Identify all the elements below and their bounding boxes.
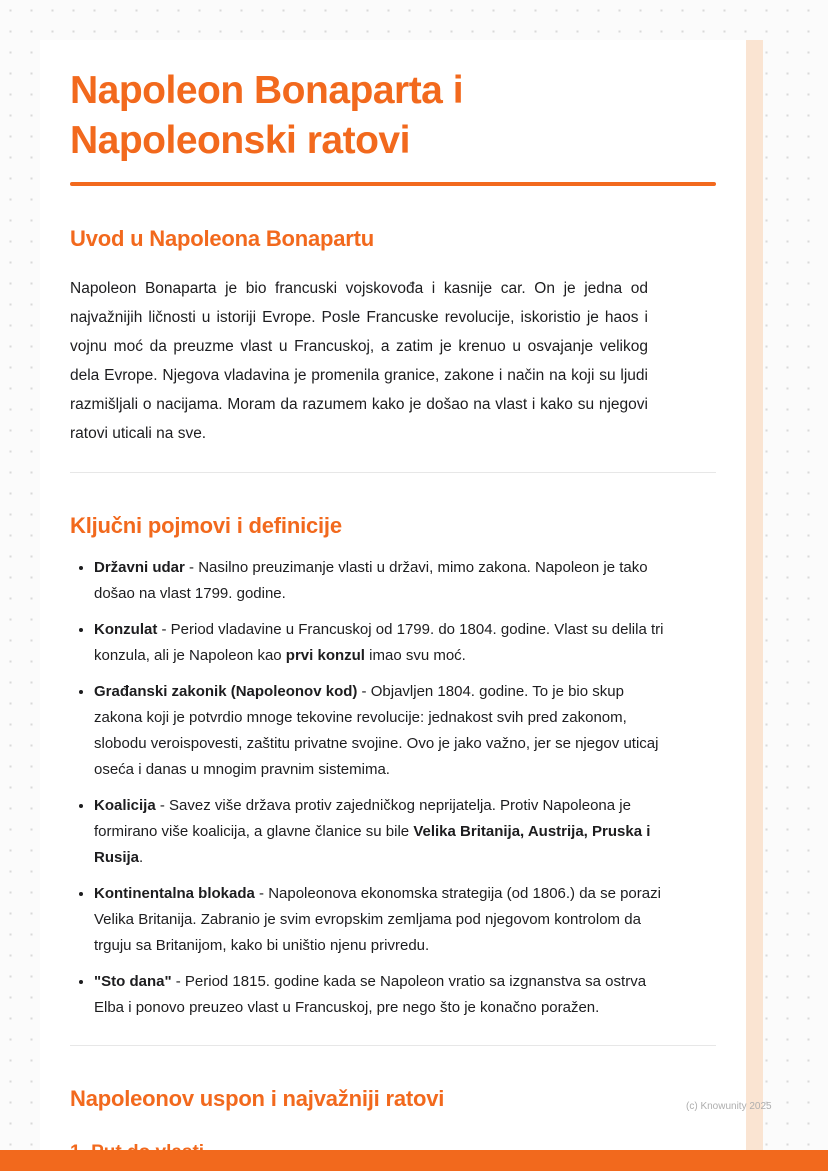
definition-item [94, 969, 670, 1021]
definition-term: Građanski zakonik (Napoleonov kod) [94, 682, 358, 700]
section-divider [70, 1045, 716, 1046]
definition-term: Koalicija [94, 796, 156, 814]
page-card [40, 40, 746, 1150]
definitions-section-heading: Ključni pojmovi i definicije [70, 512, 342, 538]
wars-section-heading: Napoleonov uspon i najvažniji ratovi [70, 1085, 445, 1111]
definition-text: imao svu moć. [364, 646, 466, 664]
definition-item [94, 881, 670, 959]
definition-text: . [139, 848, 144, 866]
bottom-bar [0, 1150, 828, 1171]
definition-term: "Sto dana" [94, 972, 172, 990]
definition-term: Državni udar [94, 558, 185, 576]
definitions-list [70, 555, 670, 1021]
definition-item [94, 679, 670, 783]
watermark: (c) Knowunity 2025 [686, 1101, 772, 1112]
definition-item [94, 617, 670, 669]
definition-term: Velika Britanija, Austrija, Pruska i Rusija [94, 822, 651, 866]
definition-term: prvi konzul [285, 646, 365, 664]
intro-paragraph: Napoleon Bonaparta je bio francuski vojskovođa i kasnije car. On je jedna od najvažnijih ličnosti u istoriji Evrope. Posle Francuske revolucije, iskoristio je haos i vojnu moć da preuzme vlast u Francuskoj, a zatim je krenuo u osvajanje velikog dela Evrope. Njegova vladavina je promenila granice, zakone i način na koji su ljudi razmišljali o nacijama. Moram da razumem kako je došao na vlast i kako su njegovi ratovi uticali na sve. [70, 279, 648, 442]
definition-text: - Period 1815. godine kada se Napoleon vratio sa izgnanstva sa ostrva Elba i ponovo preuzeo vlast u Francuskoj, pre nego što je konačno poražen. [94, 972, 647, 1016]
definition-text: - Napoleonova ekonomska strategija (od 1806.) da se porazi Velika Britanija. Zabranio je svim evropskim zemljama pod njegovom kontrolom da trguju sa Britanijom, kako bi uništio njenu privredu. [94, 884, 661, 954]
title-underline [70, 182, 716, 186]
intro-section-heading: Uvod u Napoleona Bonapartu [70, 225, 375, 251]
definition-item [94, 555, 670, 607]
definition-text: - Nasilno preuzimanje vlasti u državi, mimo zakona. Napoleon je tako došao na vlast 1799. godine. [94, 558, 648, 602]
side-stripe [746, 40, 763, 1150]
section-divider [70, 472, 716, 473]
definition-item [94, 793, 670, 871]
definition-text: - Period vladavine u Francuskoj od 1799. do 1804. godine. Vlast su delila tri konzula, ali je Napoleon kao [94, 620, 664, 664]
page-title: Napoleon Bonaparta i Napoleonski ratovi [70, 69, 464, 162]
definition-text: - Objavljen 1804. godine. To je bio skup zakona koji je potvrdio mnoge tekovine revolucije: jednakost svih pred zakonom, slobodu veroispovesti, zaštitu privatne svojine. Ovo je jako važno, jer se njegov uticaj oseća i danas u mnogim pravnim sistemima. [94, 682, 659, 778]
definition-term: Kontinentalna blokada [94, 884, 255, 902]
definition-text: - Savez više država protiv zajedničkog neprijatelja. Protiv Napoleona je formirano više koalicija, a glavne članice su bile [94, 796, 631, 840]
definition-term: Konzulat [94, 620, 158, 638]
